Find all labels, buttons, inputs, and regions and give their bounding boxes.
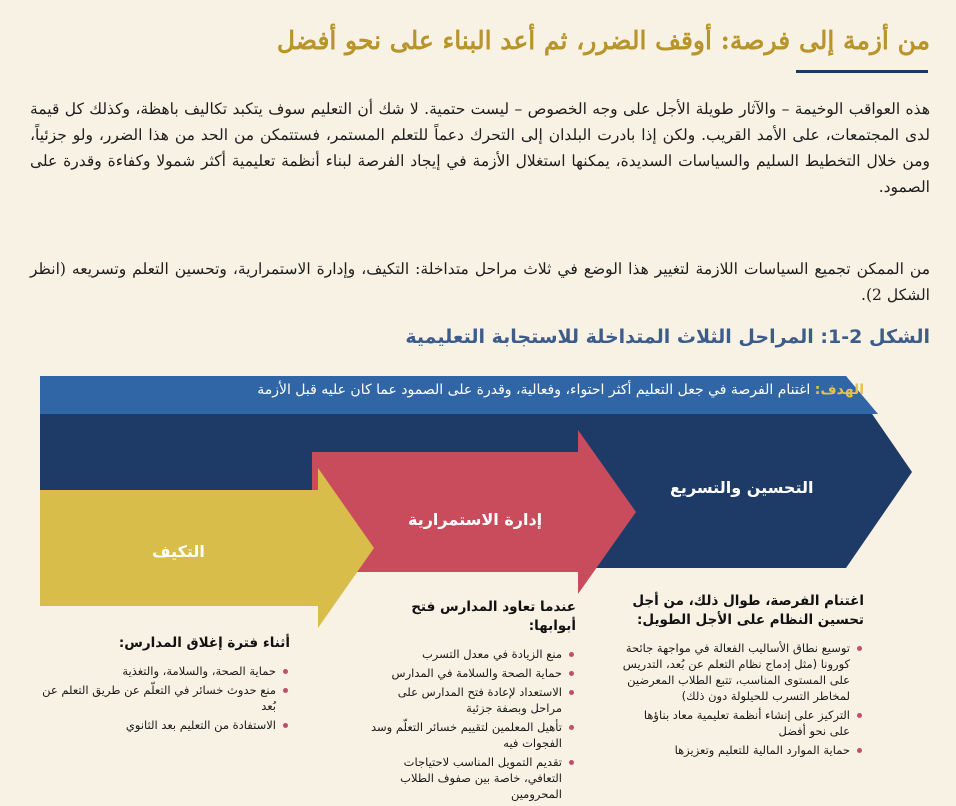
cope-phase-arrow — [40, 468, 374, 628]
closure-heading: أثناء فترة إغلاق المدارس: — [118, 635, 290, 651]
list-item: منع حدوث خسائر في التعلّم عن طريق التعلم عن بُعد — [34, 682, 276, 714]
phases-paragraph: من الممكن تجميع السياسات اللازمة لتغيير هذا الوضع في ثلاث مراحل متداخلة: التكيف، وإدارة الاستمرارية، وتحسين التعلم وتسريعه (انظر الشكل 2). — [30, 260, 930, 304]
long-term-column — [620, 592, 864, 761]
reopening-heading: عندما تعاود المدارس فتح أبوابها: — [411, 599, 576, 634]
list-item: حماية الصحة، والسلامة، والتغذية — [34, 663, 276, 679]
list-item: تقديم التمويل المناسب لاحتياجات التعافي، خاصة بين صفوف الطلاب المحرومين — [370, 754, 562, 802]
list-item: التركيز على إنشاء أنظمة تعليمية معاد بناؤها على نحو أفضل — [620, 707, 850, 739]
figure-title: الشكل 2-1: المراحل الثلاث المتداخلة للاستجابة التعليمية — [405, 326, 930, 348]
list-item: توسيع نطاق الأساليب الفعالة في مواجهة جائحة كورونا (مثل إدماج نظام التعلم عن بُعد، التدريس على المستوى المناسب، تتبع الطلاب المعرضين لمخاطر التسرب للحيلولة دون ذلك) — [620, 640, 850, 704]
list-item: حماية الموارد المالية للتعليم وتعزيزها — [620, 742, 850, 758]
page-title: من أزمة إلى فرصة: أوقف الضرر، ثم أعد البناء على نحو أفضل — [276, 26, 930, 55]
improve-phase-label: التحسين والتسريع — [670, 478, 814, 497]
goal-text-block — [64, 382, 864, 398]
goal-text: اغتنام الفرصة في جعل التعليم أكثر احتواء، وفعالية، وقدرة على الصمود عما كان عليه قبل الأزمة — [257, 382, 811, 398]
reopening-column — [370, 598, 576, 805]
list-item: تأهيل المعلمين لتقييم خسائر التعلّم وسد الفجوات فيه — [370, 720, 562, 750]
list-item: الاستفادة من التعليم بعد الثانوي — [34, 717, 276, 733]
list-item: منع الزيادة في معدل التسرب — [370, 646, 562, 662]
list-item: حماية الصحة والسلامة في المدارس — [370, 665, 562, 681]
cope-phase-label: التكيف — [152, 542, 205, 561]
list-item: الاستعداد لإعادة فتح المدارس على مراحل وبصفة جزئية — [370, 684, 562, 716]
goal-label: الهدف: — [814, 382, 864, 398]
intro-paragraph: هذه العواقب الوخيمة – والآثار طويلة الأجل على وجه الخصوص – ليست حتمية. لا شك أن التعليم سوف يتكبد تكاليف باهظة، وكذلك كل قيمة لدى المجتمعات، على الأمد القريب. ولكن إذا بادرت البلدان إلى التحرك دعماً للتعلم المستمر، فستتمكن من الحد من هذا الضرر، ولو جزئياً، ومن خلال التخطيط السليم والسياسات السديدة، يمكنها استغلال الأزمة في إيجاد الفرصة لبناء أنظمة تعليمية أكثر شمولا وكفاءة وقدرة على الصمود. — [30, 100, 930, 196]
continuity-phase-label: إدارة الاستمرارية — [408, 510, 543, 529]
long-term-heading: اغتنام الفرصة، طوال ذلك، من أجل تحسين النظام على الأجل الطويل: — [632, 593, 864, 628]
closure-column — [34, 634, 290, 736]
